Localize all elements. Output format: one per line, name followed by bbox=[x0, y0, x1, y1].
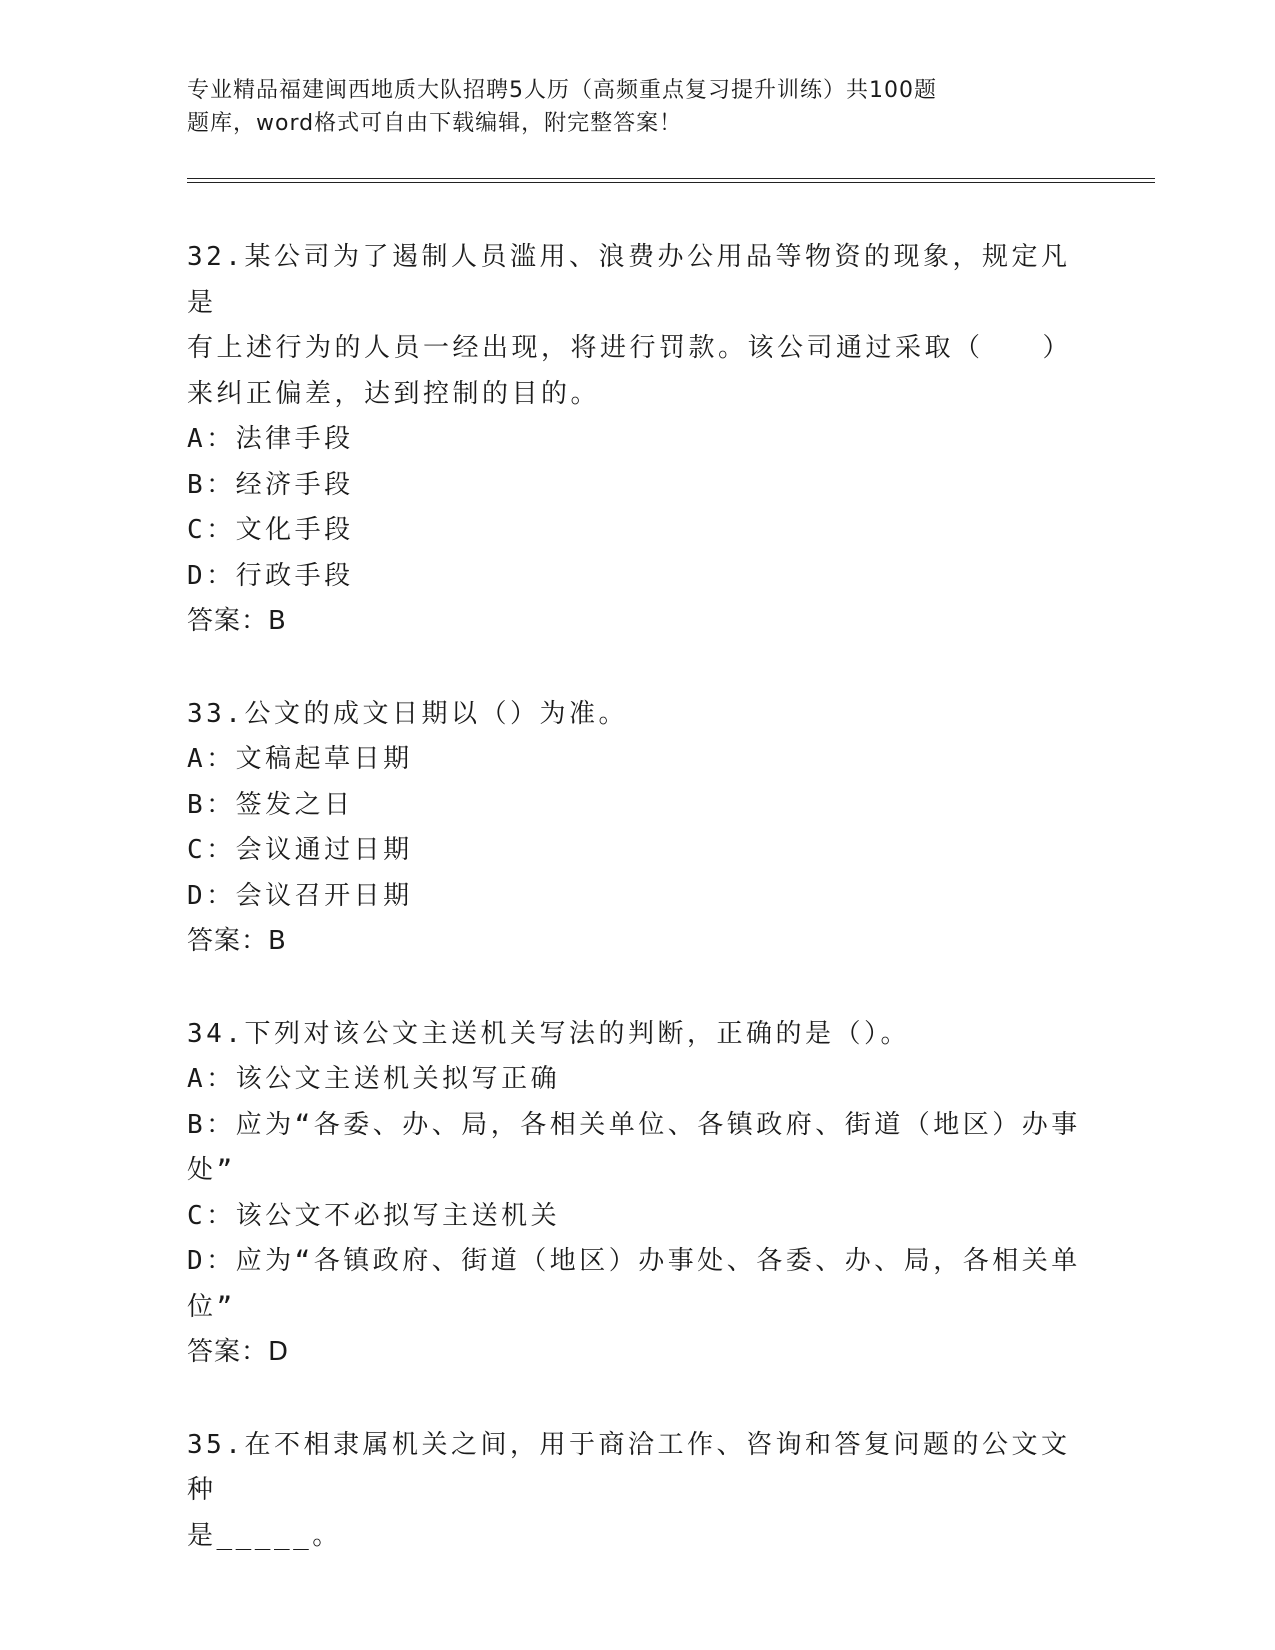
option-c: C：会议通过日期 bbox=[187, 835, 413, 865]
answer: 答案：D bbox=[187, 1337, 290, 1367]
question-text-line: 有上述行为的人员一经出现，将进行罚款。该公司通过采取（ ） bbox=[187, 333, 1073, 363]
answer: 答案：B bbox=[187, 926, 287, 956]
question-text-line: 32.某公司为了遏制人员滥用、浪费办公用品等物资的现象，规定凡是 bbox=[187, 242, 1071, 318]
question-32 bbox=[187, 235, 1087, 645]
option-b-continued: 处” bbox=[187, 1155, 236, 1185]
option-c: C：文化手段 bbox=[187, 515, 354, 545]
question-list bbox=[187, 235, 1087, 1606]
question-text-line: 来纠正偏差，达到控制的目的。 bbox=[187, 378, 601, 409]
question-text-line: 是_____。 bbox=[187, 1520, 342, 1551]
option-d: D：行政手段 bbox=[187, 560, 354, 591]
question-34 bbox=[187, 1012, 1087, 1376]
question-text-line: 33.公文的成文日期以（）为准。 bbox=[187, 698, 628, 729]
option-a: A：文稿起草日期 bbox=[187, 744, 413, 774]
document-header bbox=[187, 74, 1047, 140]
option-a: A：法律手段 bbox=[187, 424, 354, 454]
question-35 bbox=[187, 1423, 1087, 1560]
option-b: B：签发之日 bbox=[187, 789, 354, 820]
option-d: D：应为“各镇政府、街道（地区）办事处、各委、办、局，各相关单 bbox=[187, 1246, 1081, 1276]
answer: 答案：B bbox=[187, 606, 287, 636]
question-text-line: 35.在不相隶属机关之间，用于商洽工作、咨询和答复问题的公文文种 bbox=[187, 1429, 1071, 1505]
header-line-1: 专业精品福建闽西地质大队招聘5人历（高频重点复习提升训练）共100题 bbox=[187, 78, 937, 103]
question-33 bbox=[187, 692, 1087, 965]
header-line-2: 题库，word格式可自由下载编辑，附完整答案！ bbox=[187, 111, 683, 136]
option-d-continued: 位” bbox=[187, 1291, 236, 1322]
option-b: B：经济手段 bbox=[187, 469, 354, 500]
option-d: D：会议召开日期 bbox=[187, 880, 413, 911]
option-a: A：该公文主送机关拟写正确 bbox=[187, 1064, 561, 1094]
question-text-line: 34.下列对该公文主送机关写法的判断，正确的是（）。 bbox=[187, 1018, 910, 1049]
option-c: C：该公文不必拟写主送机关 bbox=[187, 1200, 561, 1231]
header-divider bbox=[187, 178, 1155, 183]
option-b: B：应为“各委、办、局，各相关单位、各镇政府、街道（地区）办事 bbox=[187, 1109, 1081, 1140]
